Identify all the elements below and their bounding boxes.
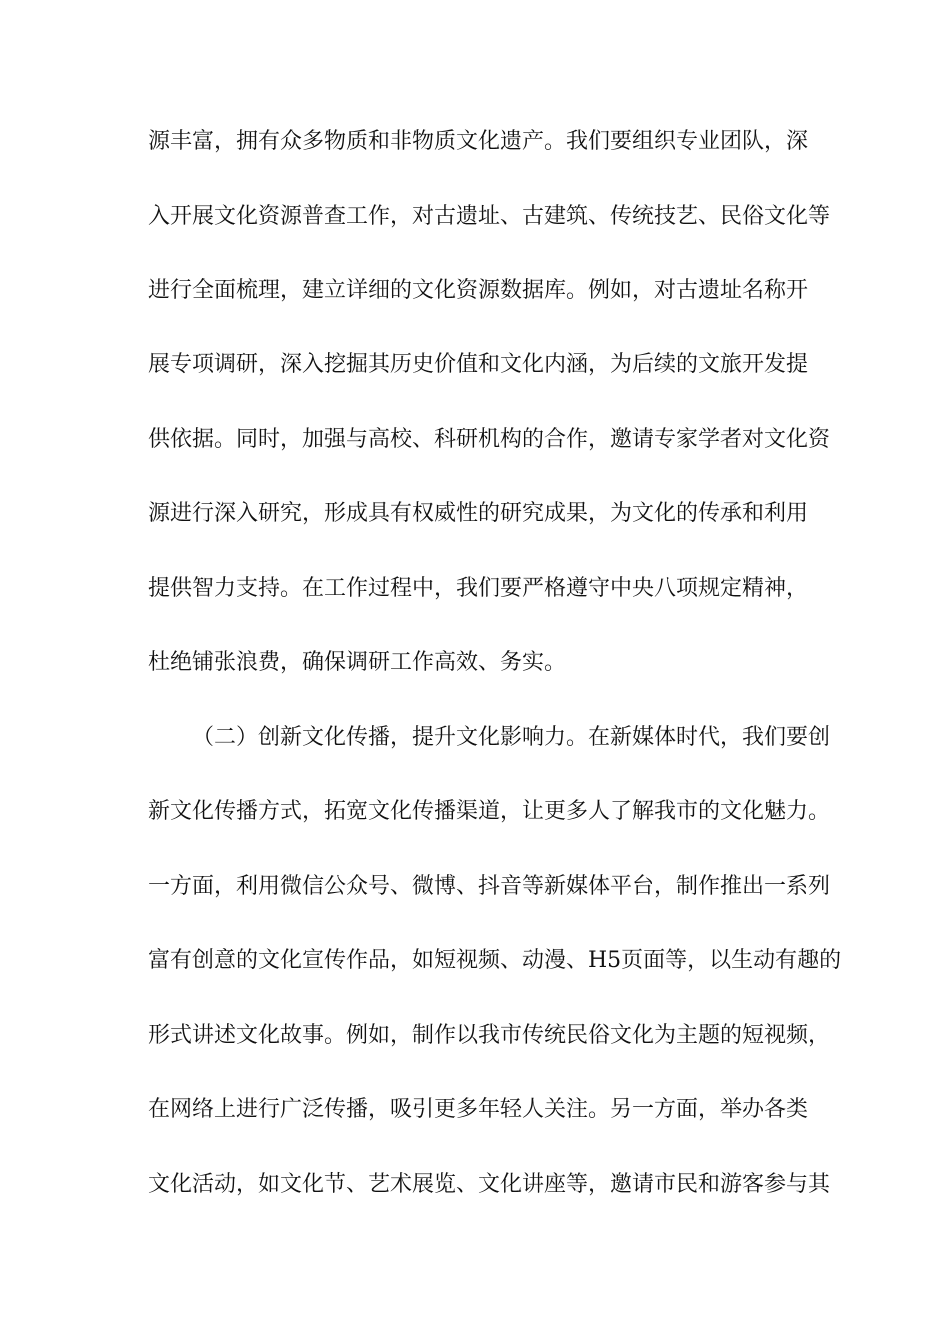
paragraph-line: 源进行深入研究，形成具有权威性的研究成果，为文化的传承和利用	[148, 501, 809, 526]
paragraph-line: 一方面，利用微信公众号、微博、抖音等新媒体平台，制作推出一系列	[148, 874, 831, 899]
paragraph-line: 富有创意的文化宣传作品，如短视频、动漫、H5页面等，以生动有趣的	[148, 948, 842, 973]
paragraph-line: 在网络上进行广泛传播，吸引更多年轻人关注。另一方面，举办各类	[148, 1097, 809, 1122]
paragraph-line: 供依据。同时，加强与高校、科研机构的合作，邀请专家学者对文化资	[148, 427, 831, 452]
section-heading-line: （二）创新文化传播，提升文化影响力。在新媒体时代，我们要创	[192, 725, 831, 750]
paragraph-line: 源丰富，拥有众多物质和非物质文化遗产。我们要组织专业团队，深	[148, 129, 809, 154]
paragraph-line: 文化活动，如文化节、艺术展览、文化讲座等，邀请市民和游客参与其	[148, 1172, 831, 1197]
paragraph-line: 新文化传播方式，拓宽文化传播渠道，让更多人了解我市的文化魅力。	[148, 799, 831, 824]
paragraph-line: 杜绝铺张浪费，确保调研工作高效、务实。	[148, 650, 567, 675]
paragraph-line: 进行全面梳理，建立详细的文化资源数据库。例如，对古遗址名称开	[148, 278, 809, 303]
paragraph-line: 提供智力支持。在工作过程中，我们要严格遵守中央八项规定精神，	[148, 576, 809, 601]
paragraph-line: 入开展文化资源普查工作，对古遗址、古建筑、传统技艺、民俗文化等	[148, 204, 831, 229]
paragraph-line: 展专项调研，深入挖掘其历史价值和文化内涵，为后续的文旅开发提	[148, 352, 809, 377]
paragraph-line: 形式讲述文化故事。例如，制作以我市传统民俗文化为主题的短视频，	[148, 1023, 831, 1048]
